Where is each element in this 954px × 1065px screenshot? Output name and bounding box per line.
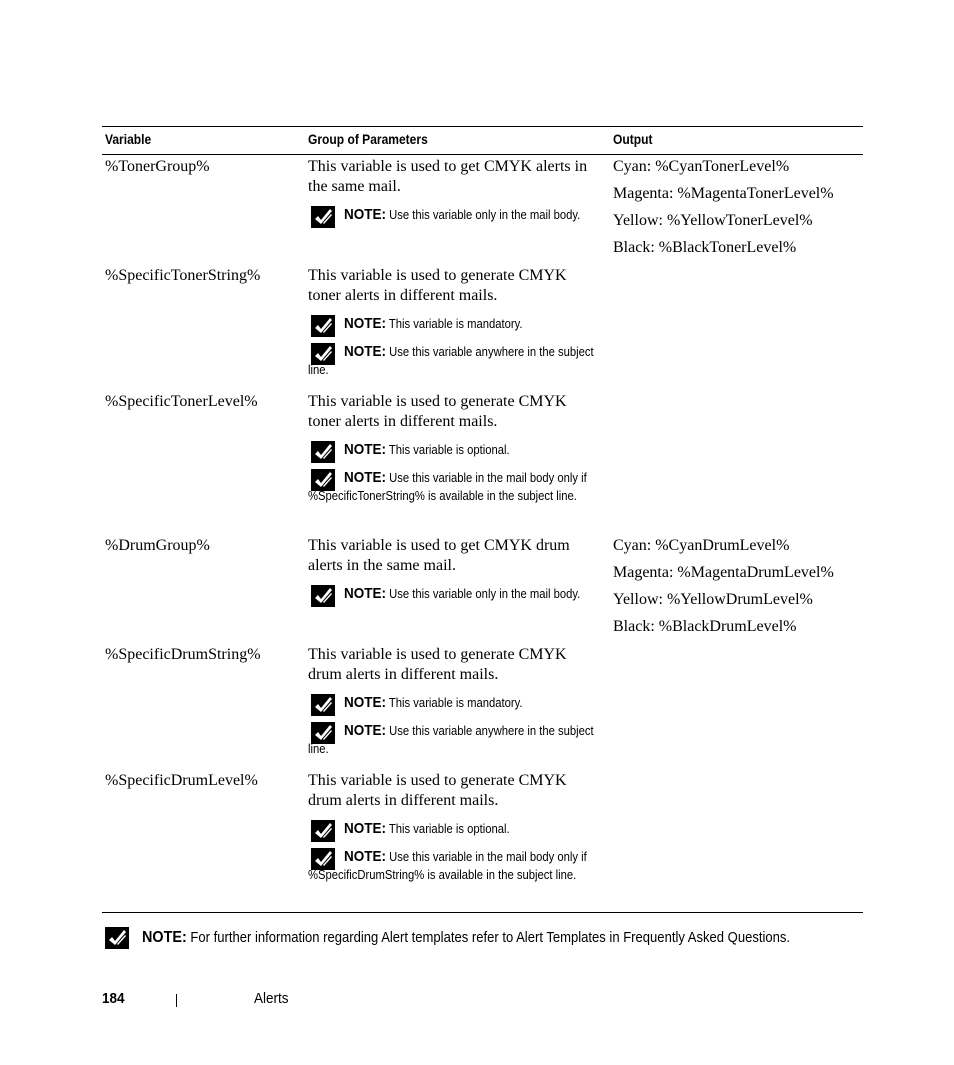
table-header-rule bbox=[102, 154, 863, 155]
note-label: NOTE: bbox=[344, 315, 387, 332]
inline-note bbox=[308, 585, 598, 605]
inline-note bbox=[308, 694, 598, 714]
inline-note bbox=[308, 722, 598, 758]
variable-name: %SpecificDrumString% bbox=[105, 646, 261, 663]
note-label: NOTE: bbox=[344, 469, 387, 486]
inline-note bbox=[308, 315, 598, 335]
output-line: Magenta: %MagentaDrumLevel% bbox=[613, 564, 834, 581]
note-text: This variable is optional. bbox=[388, 443, 510, 457]
variable-name: %DrumGroup% bbox=[105, 537, 210, 554]
description-text: This variable is used to generate CMYK toner alerts in different mails. bbox=[308, 267, 567, 304]
footer-separator bbox=[176, 994, 177, 1007]
output-list bbox=[613, 157, 863, 265]
note-label: NOTE: bbox=[344, 441, 387, 458]
variable-name: %TonerGroup% bbox=[105, 158, 210, 175]
header-variable: Variable bbox=[105, 131, 152, 147]
parameter-description bbox=[308, 771, 600, 884]
note-text: This variable is mandatory. bbox=[388, 696, 523, 710]
description-text: This variable is used to get CMYK drum alerts in the same mail. bbox=[308, 537, 570, 574]
section-title: Alerts bbox=[254, 990, 289, 1007]
note-label: NOTE: bbox=[344, 848, 387, 865]
inline-note bbox=[308, 820, 598, 840]
inline-note bbox=[308, 206, 598, 226]
description-text: This variable is used to generate CMYK toner alerts in different mails. bbox=[308, 393, 567, 430]
note-text: This variable is mandatory. bbox=[388, 317, 523, 331]
note-text: Use this variable only in the mail body. bbox=[389, 587, 581, 601]
variable-name: %SpecificTonerLevel% bbox=[105, 393, 258, 410]
footnote bbox=[105, 927, 925, 953]
output-line: Cyan: %CyanTonerLevel% bbox=[613, 158, 790, 175]
description-text: This variable is used to get CMYK alerts in the same mail. bbox=[308, 158, 588, 195]
header-output: Output bbox=[613, 131, 653, 147]
note-label: NOTE: bbox=[344, 343, 387, 360]
description-text: This variable is used to generate CMYK drum alerts in different mails. bbox=[308, 772, 567, 809]
note-text: Use this variable in the mail body only if %SpecificTonerString% is available in the subject line. bbox=[308, 471, 587, 503]
description-text: This variable is used to generate CMYK drum alerts in different mails. bbox=[308, 646, 567, 683]
inline-note bbox=[308, 343, 598, 379]
output-line: Magenta: %MagentaTonerLevel% bbox=[613, 185, 834, 202]
footnote-text: For further information regarding Alert templates refer to Alert Templates in Frequently Asked Questions. bbox=[190, 930, 791, 946]
output-list bbox=[613, 536, 863, 644]
note-pencil-icon bbox=[105, 927, 129, 949]
parameter-description bbox=[308, 392, 600, 505]
output-line: Yellow: %YellowTonerLevel% bbox=[613, 212, 813, 229]
parameter-description bbox=[308, 266, 600, 379]
note-text: This variable is optional. bbox=[388, 822, 510, 836]
table-top-rule bbox=[102, 126, 863, 127]
note-text: Use this variable anywhere in the subject line. bbox=[308, 724, 594, 756]
note-text: Use this variable only in the mail body. bbox=[389, 208, 581, 222]
parameter-description bbox=[308, 536, 600, 605]
inline-note bbox=[308, 469, 598, 505]
note-text: Use this variable anywhere in the subject line. bbox=[308, 345, 594, 377]
note-text: Use this variable in the mail body only if %SpecificDrumString% is available in the subject line. bbox=[308, 850, 587, 882]
header-group-of-parameters: Group of Parameters bbox=[308, 131, 428, 147]
page-number: 184 bbox=[102, 990, 125, 1007]
parameter-description bbox=[308, 157, 600, 226]
variable-name: %SpecificDrumLevel% bbox=[105, 772, 258, 789]
note-label: NOTE: bbox=[344, 722, 387, 739]
variable-name: %SpecificTonerString% bbox=[105, 267, 261, 284]
note-label: NOTE: bbox=[344, 820, 387, 837]
inline-note bbox=[308, 441, 598, 461]
parameter-description bbox=[308, 645, 600, 758]
output-line: Yellow: %YellowDrumLevel% bbox=[613, 591, 813, 608]
footnote-label: NOTE: bbox=[142, 929, 187, 946]
output-line: Cyan: %CyanDrumLevel% bbox=[613, 537, 790, 554]
note-label: NOTE: bbox=[344, 694, 387, 711]
output-line: Black: %BlackDrumLevel% bbox=[613, 618, 797, 635]
note-label: NOTE: bbox=[344, 206, 387, 223]
note-label: NOTE: bbox=[344, 585, 387, 602]
table-bottom-rule bbox=[102, 912, 863, 913]
output-line: Black: %BlackTonerLevel% bbox=[613, 239, 797, 256]
inline-note bbox=[308, 848, 598, 884]
